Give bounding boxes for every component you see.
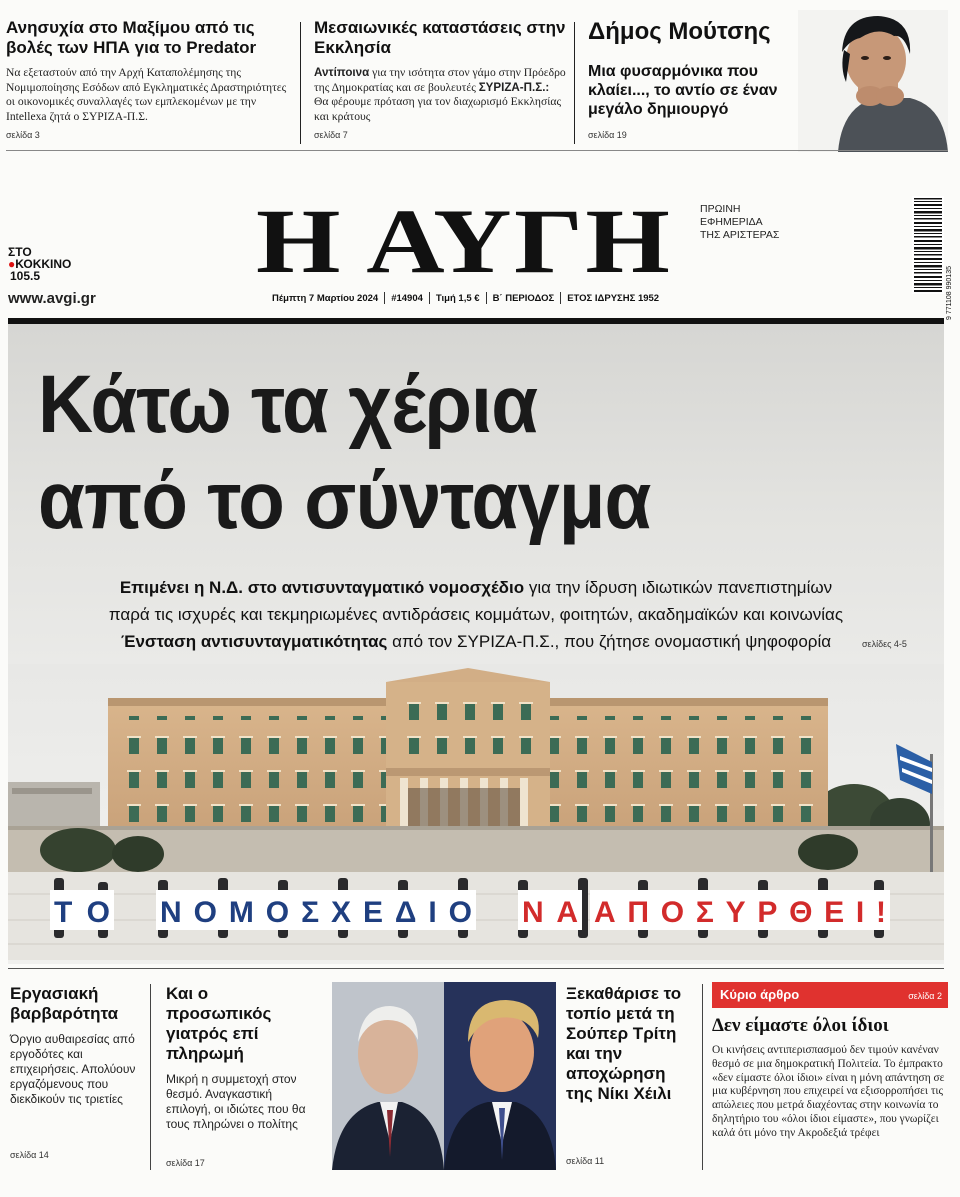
teaser-title: Ανησυχία στο Μαξίμου από τις βολές των ΗΠΑ για το Predator [6,18,257,57]
page-ref: σελίδα 2 [908,991,942,1001]
teaser-predator[interactable] [6,18,288,140]
website-link[interactable]: www.avgi.gr [8,290,96,307]
teaser-body: Να εξεταστούν από την Αρχή Καταπολέμησης της Νομιμοποίησης Εσόδων από Εγκληματικές Δραστηριότητες οι οικονομικές συναλλαγές των εμπλεκομένων με την Intellexa ζητά ο ΣΥΡΙΖΑ-Π.Σ. [6,66,287,123]
main-headline[interactable]: Κάτω τα χέρια από το σύνταγμα [38,359,651,546]
portrait-photo [798,10,948,152]
story-editorial[interactable] [712,984,948,1141]
issue-price: Τιμή 1,5 € [435,292,480,304]
page-ref: σελίδα 3 [6,130,40,140]
story-title: Εργασιακή βαρβαρότητα [10,984,119,1023]
page-ref: σελίδα 11 [566,1156,605,1166]
radio-logo[interactable] [8,246,71,282]
issue-date: Πέμπτη 7 Μαρτίου 2024 [272,292,379,304]
parliament-photo [8,664,944,960]
page-ref: σελίδα 14 [10,1150,49,1160]
banner-word: ΝΟΜΟΣΧΕΔΙΟ [160,896,472,929]
teaser-moutsis[interactable] [588,18,808,140]
page-ref: σελίδα 19 [588,130,627,140]
divider [6,150,948,151]
top-teasers [0,0,960,152]
teaser-name: Δήμος Μούτσης [588,18,771,45]
story-body: Μικρή η συμμετοχή στον θεσμό. Αναγκαστική επιλογή, οι ιδιώτες που θα τους πληρώνει ο πολίτης [166,1072,306,1131]
story-labor[interactable] [10,984,140,1160]
editorial-label: Κύριο άρθρο [720,987,800,1002]
issue-info-bar [272,292,659,304]
banner-word: ΝΑ [522,896,578,929]
column-divider [702,984,703,1170]
teaser-title: Μεσαιωνικές καταστάσεις στην Εκκλησία [314,18,566,57]
hero-deck: Επιμένει η Ν.Δ. στο αντισυνταγματικό νομοσχέδιο για την ίδρυση ιδιωτικών πανεπιστημίων παρά τις ισχυρές και τεκμηριωμένες αντιδράσεις κομμάτων, φοιτητών, ακαδημαϊκών και κοινωνίας Ένσταση αντισυνταγματικότητας από τον ΣΥΡΙΖΑ-Π.Σ., που ζήτησε ονομαστική ψηφοφορία [108,578,844,651]
story-title: Δεν είμαστε όλοι ίδιοι [712,1015,889,1036]
radio-frequency: 105.5 [10,269,41,283]
newspaper-logo: Η ΑΥΓΗ [256,190,673,292]
story-doctor[interactable] [166,984,316,1168]
column-divider [574,22,575,144]
column-divider [150,984,151,1170]
page-ref: σελίδες 4-5 [862,639,907,649]
story-title: Ξεκαθάρισε το τοπίο μετά τη Σούπερ Τρίτη και την αποχώρηση της Νίκι Χέιλι [566,984,682,1103]
banner-word: ΤΟ [54,896,110,929]
issue-period: Β΄ ΠΕΡΙΟΔΟΣ [492,292,555,304]
teaser-title: Μια φυσαρμόνικα που κλαίει..., το αντίο σε έναν μεγάλο δημιουργό [588,63,778,118]
founded-year: ΕΤΟΣ ΙΔΡΥΣΗΣ 1952 [567,292,660,304]
issue-number: #14904 [391,292,423,304]
biden-trump-photo [332,982,556,1170]
barcode-icon [912,196,944,294]
story-body: Όργιο αυθαιρεσίας από εργοδότες και επιχειρήσεις. Απολύουν εργαζόμενους που διεκδικούν τις τριετίες [10,1032,136,1106]
story-body: Οι κινήσεις αντιπερισπασμού δεν τιμούν κανέναν θεσμό σε μια δημοκρατική Πολιτεία. Το έμπρακτο «δεν είμαστε όλοι ίδιοι» είναι η μόνη απάντηση σε μια κυβέρνηση που επιχειρεί να εξισορροπήσει τις απώλειες που μετρά διαχέοντας στην κοινωνία το δηλητήριο του «όλοι ίδιοι είμαστε», που γνωρίζει καλά ότι μόνο την Ακροδεξιά τρέφει [712,1044,945,1139]
divider [8,968,944,969]
story-title: Και ο προσωπικός γιατρός επί πληρωμή [166,984,272,1063]
page-ref: σελίδα 17 [166,1158,205,1168]
story-super-tuesday[interactable] [566,984,696,1166]
radio-line: ●ΚΟΚΚΙΝΟ [8,257,72,271]
banner-word: ΑΠΟΣΥΡΘΕΙ! [594,896,886,929]
page-ref: σελίδα 7 [314,130,348,140]
teaser-church[interactable] [314,18,566,140]
tagline: ΠΡΩΙΝΗ ΕΦΗΜΕΡΙΔΑ ΤΗΣ ΑΡΙΣΤΕΡΑΣ [700,203,780,241]
teaser-body: Αντίποινα για την ισότητα στον γάμο στην Πρόεδρο της Δημοκρατίας και σε βουλευτές ΣΥΡΙΖΑ-Π.Σ.: Θα φέρουμε πρόταση για τον διαχωρισμό Εκκλησίας και κράτους [314,66,566,123]
column-divider [300,22,301,144]
barcode-number: 9 771108 990135 [946,266,953,320]
radio-line: ΣΤΟ [8,245,32,259]
